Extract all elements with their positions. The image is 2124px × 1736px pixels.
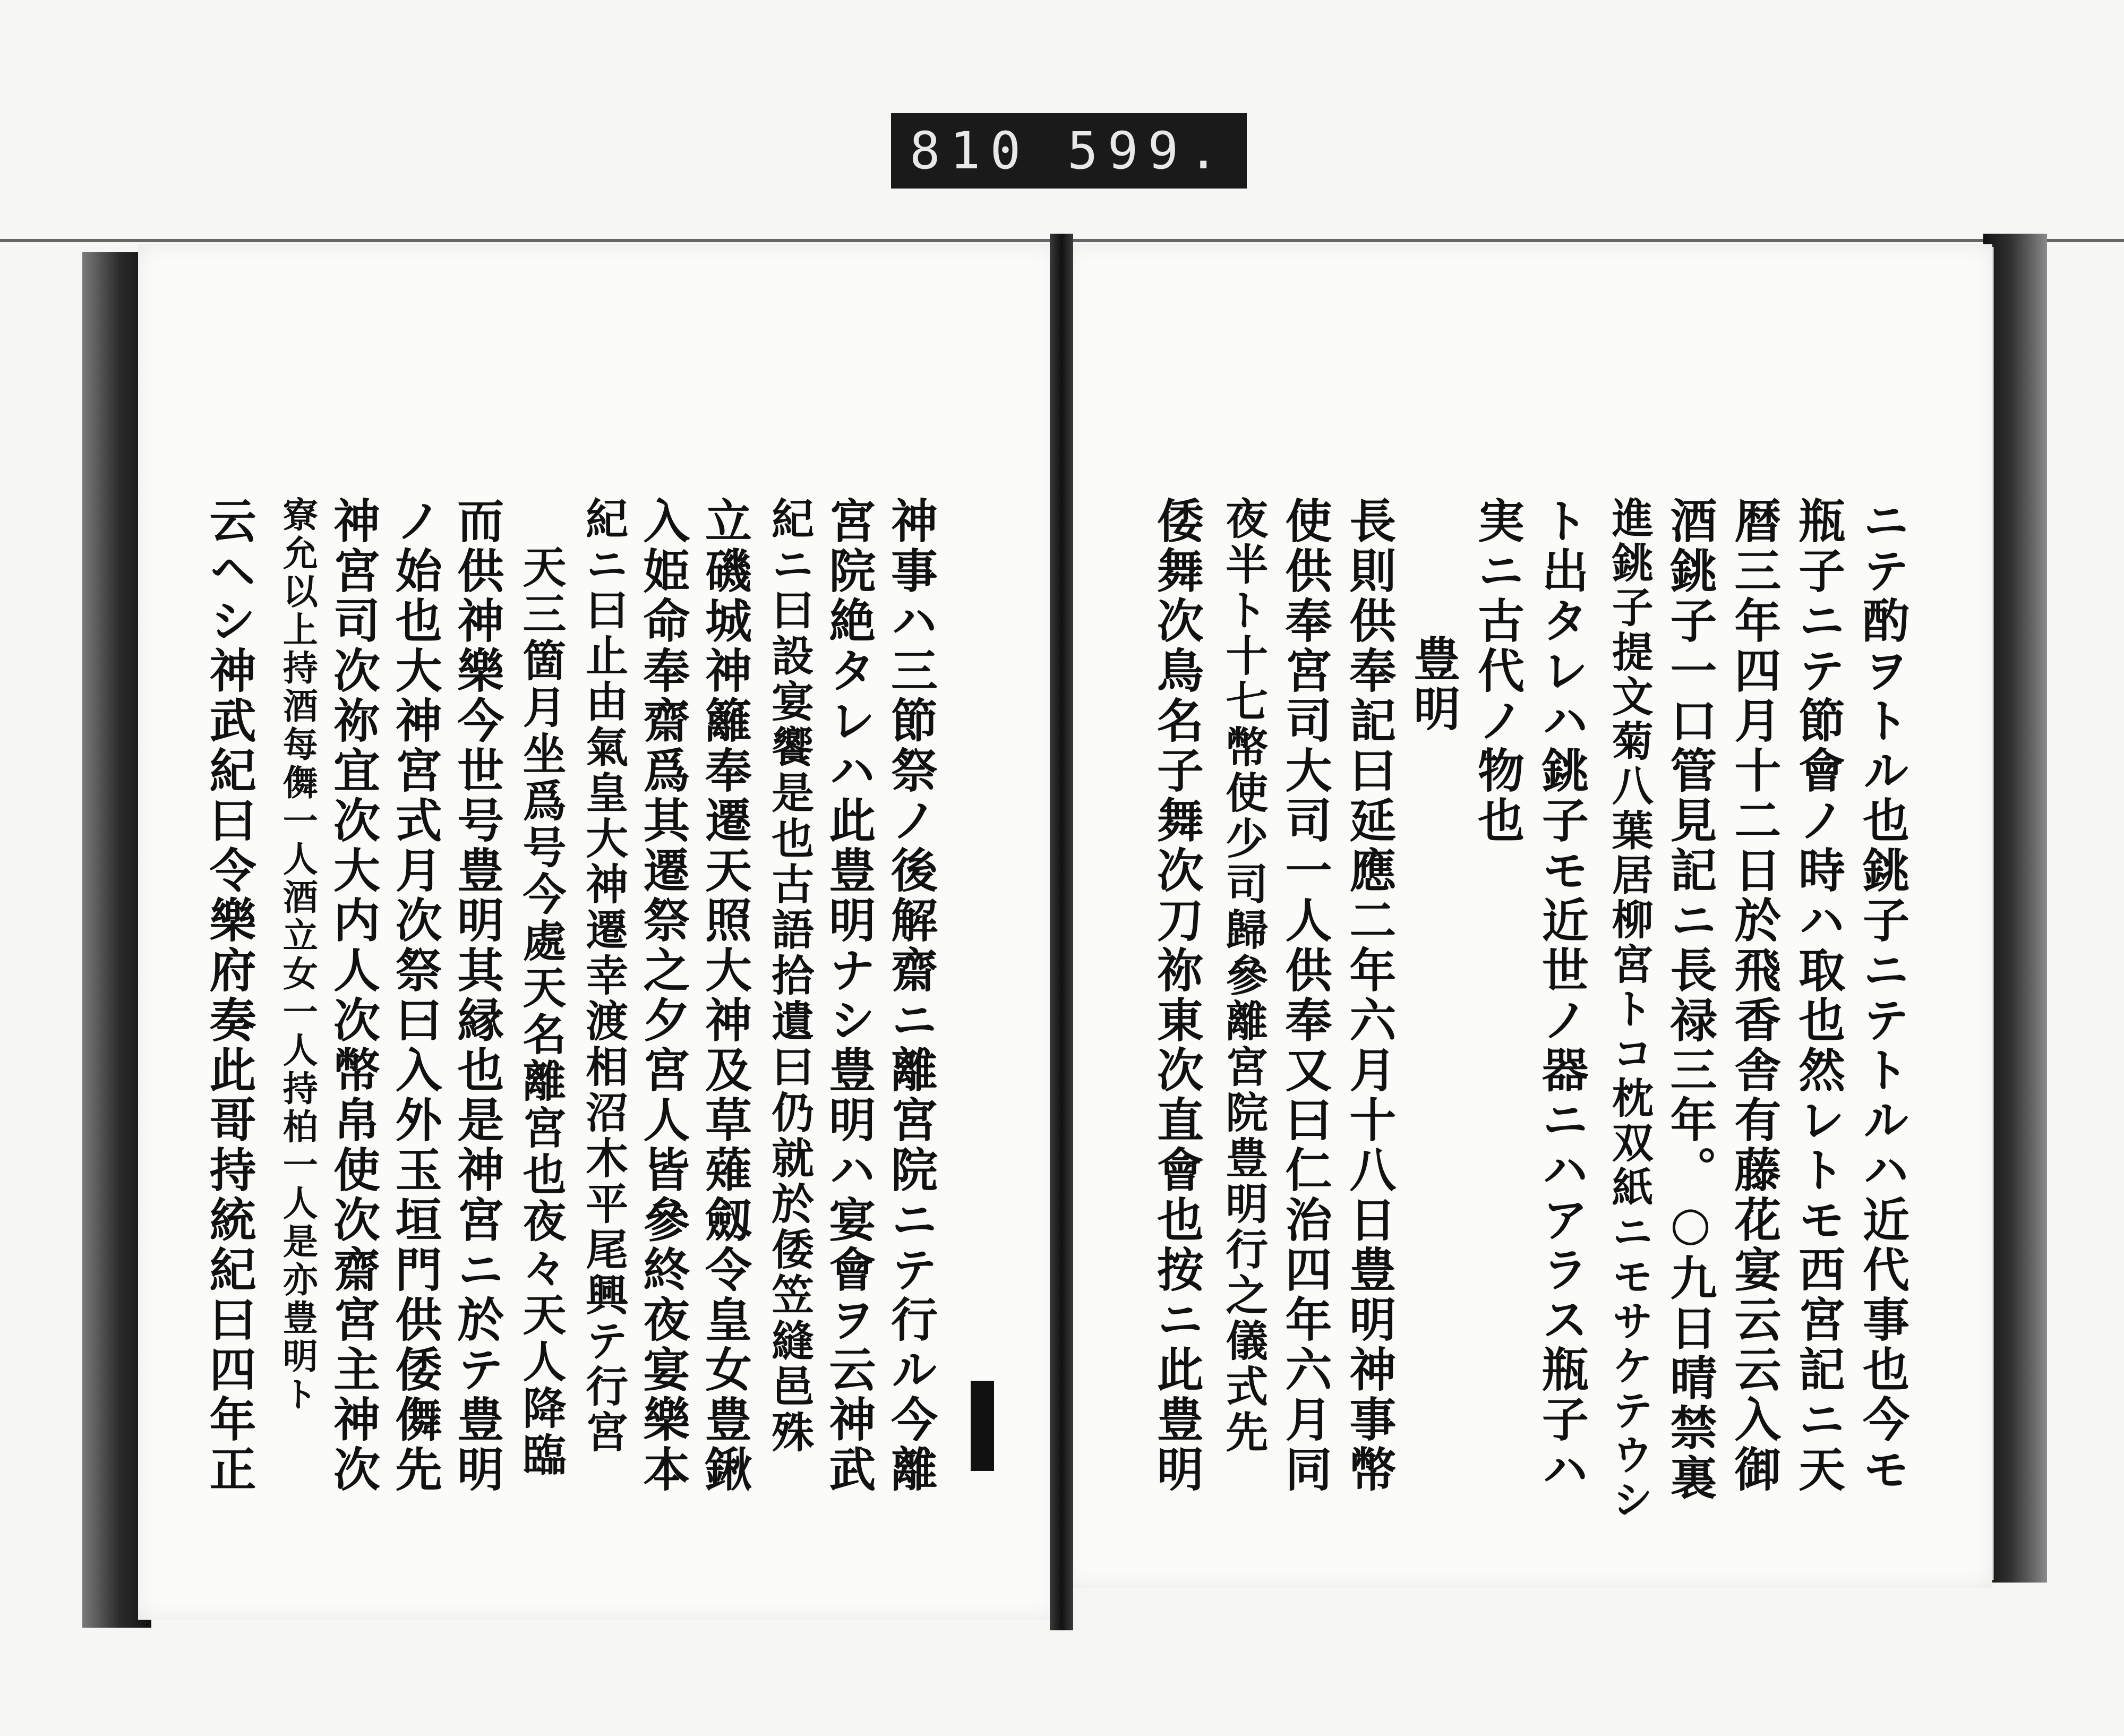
book-gutter bbox=[1050, 234, 1073, 1630]
text-column: 倭舞次鳥名子舞次刀祢東次直會也按ニ此豊明 bbox=[1149, 497, 1205, 1495]
text-column: 神事ハ三節祭ノ後解齋ニ離宮院ニテ行ル今離 bbox=[884, 497, 939, 1495]
text-column: 進銚子提文菊八葉居柳宮トコ枕双紙ニモサケテウシ bbox=[1605, 497, 1654, 1523]
text-column: 紀ニ曰設宴饗是也古語拾遺曰仍就於倭笠縫邑殊 bbox=[764, 497, 815, 1456]
text-column: 紀ニ曰止由氣皇大神遷幸渡相沼木平尾興テ行宮 bbox=[578, 497, 629, 1456]
binding-strip bbox=[971, 1381, 994, 1471]
frame-number-right: 599. bbox=[1067, 121, 1229, 181]
text-column: 立磯城神籬奉遷天照大神及草薙劔令皇女豊鍬 bbox=[697, 497, 753, 1495]
text-column: 神宮司次祢宜次大内人次幣帛使次齋宮主神次 bbox=[326, 497, 381, 1495]
right-page-text bbox=[1136, 497, 1911, 1523]
text-column: ノ始也大神宮式月次祭曰入外玉垣門供倭儛先 bbox=[388, 497, 443, 1495]
text-column: 而供神樂今世号豊明其縁也是神宮ニ於テ豊明 bbox=[450, 497, 506, 1495]
text-column: ニテ酌ヲトル也銚子ニテトルハ近代事也今モ bbox=[1855, 497, 1911, 1495]
frame-number-label bbox=[891, 113, 1247, 189]
text-column: 実ニ古代ノ物也 bbox=[1470, 497, 1526, 846]
text-column: 入姫命奉齋爲其遷祭之夕宮人皆參終夜宴樂本 bbox=[636, 497, 691, 1495]
text-column: 暦三年四月十二日於飛香舎有藤花宴云云入御 bbox=[1727, 497, 1783, 1495]
frame-number-left: 810 bbox=[909, 121, 1031, 181]
left-page-text bbox=[191, 497, 939, 1495]
section-heading: 豊明 bbox=[1406, 635, 1462, 734]
text-column: 瓶子ニテ節會ノ時ハ取也然レトモ西宮記ニ天 bbox=[1791, 497, 1847, 1495]
text-column: 長則供奉記曰延應二年六月十八日豊明神事幣 bbox=[1342, 497, 1398, 1495]
text-column: 酒銚子一口管見記ニ長禄三年。○九日晴禁裏 bbox=[1663, 497, 1718, 1503]
text-column: 天三箇月坐爲号今處天名離宮也夜々天人降臨 bbox=[515, 544, 567, 1479]
text-column: 使供奉宮司大司一人供奉又曰仁治四年六月同 bbox=[1278, 497, 1333, 1495]
text-column: ト出タレハ銚子モ近世ノ器ニハアラス瓶子ハ bbox=[1534, 497, 1590, 1495]
text-column: 云ヘシ神武紀曰令樂府奏此哥持統紀曰四年正 bbox=[202, 497, 258, 1495]
text-column: 宮院絶タレハ此豊明ナシ豊明ハ宴會ヲ云神武 bbox=[821, 497, 877, 1495]
text-column: 夜半ト十七幣使少司歸參離宮院豊明行之儀式先 bbox=[1218, 497, 1269, 1456]
text-column: 寮允以上持酒每儛一人酒立女一人持柏一人是亦豊明ト bbox=[277, 497, 319, 1414]
